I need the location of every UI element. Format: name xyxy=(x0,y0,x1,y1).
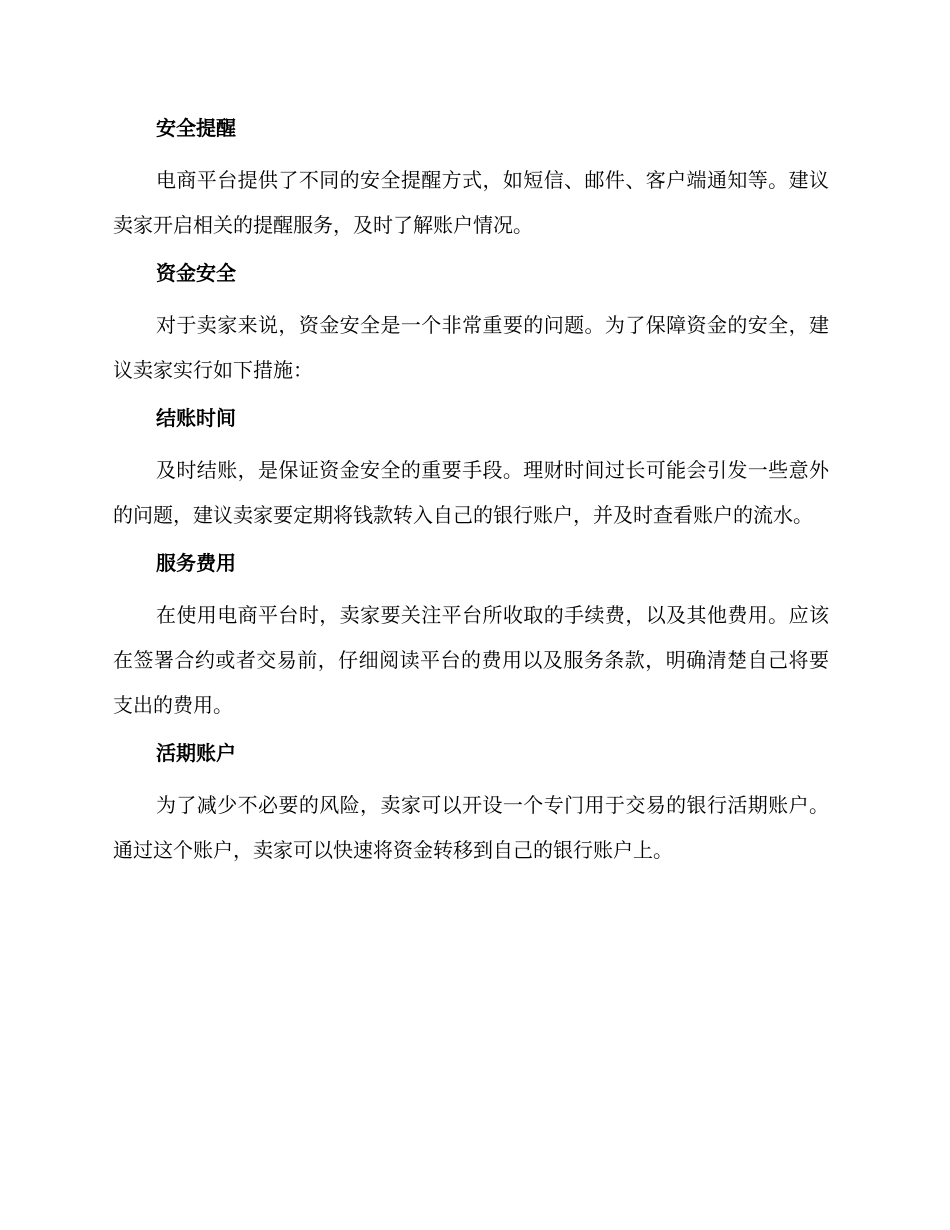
section-paragraph: 电商平台提供了不同的安全提醒方式，如短信、邮件、客户端通知等。建议卖家开启相关的提醒服务，及时了解账户情况。 xyxy=(113,168,829,237)
section-paragraph: 及时结账，是保证资金安全的重要手段。理财时间过长可能会引发一些意外的问题，建议卖家要定期将钱款转入自己的银行账户，并及时查看账户的流水。 xyxy=(113,458,829,527)
section-current-account xyxy=(113,739,829,873)
section-heading: 活期账户 xyxy=(156,741,236,765)
section-heading: 结账时间 xyxy=(156,406,236,430)
section-checkout-time xyxy=(113,404,829,538)
section-heading: 安全提醒 xyxy=(156,116,236,140)
section-paragraph: 对于卖家来说，资金安全是一个非常重要的问题。为了保障资金的安全，建议卖家实行如下措施： xyxy=(113,313,829,382)
section-paragraph: 为了减少不必要的风险，卖家可以开设一个专门用于交易的银行活期账户。通过这个账户，卖家可以快速将资金转移到自己的银行账户上。 xyxy=(113,793,829,862)
section-paragraph: 在使用电商平台时，卖家要关注平台所收取的手续费，以及其他费用。应该在签署合约或者交易前，仔细阅读平台的费用以及服务条款，明确清楚自己将要支出的费用。 xyxy=(113,603,829,717)
section-heading: 资金安全 xyxy=(156,261,236,285)
section-heading: 服务费用 xyxy=(156,551,236,575)
section-security-reminder xyxy=(113,114,829,248)
section-fund-security xyxy=(113,259,829,393)
section-service-fees xyxy=(113,549,829,728)
